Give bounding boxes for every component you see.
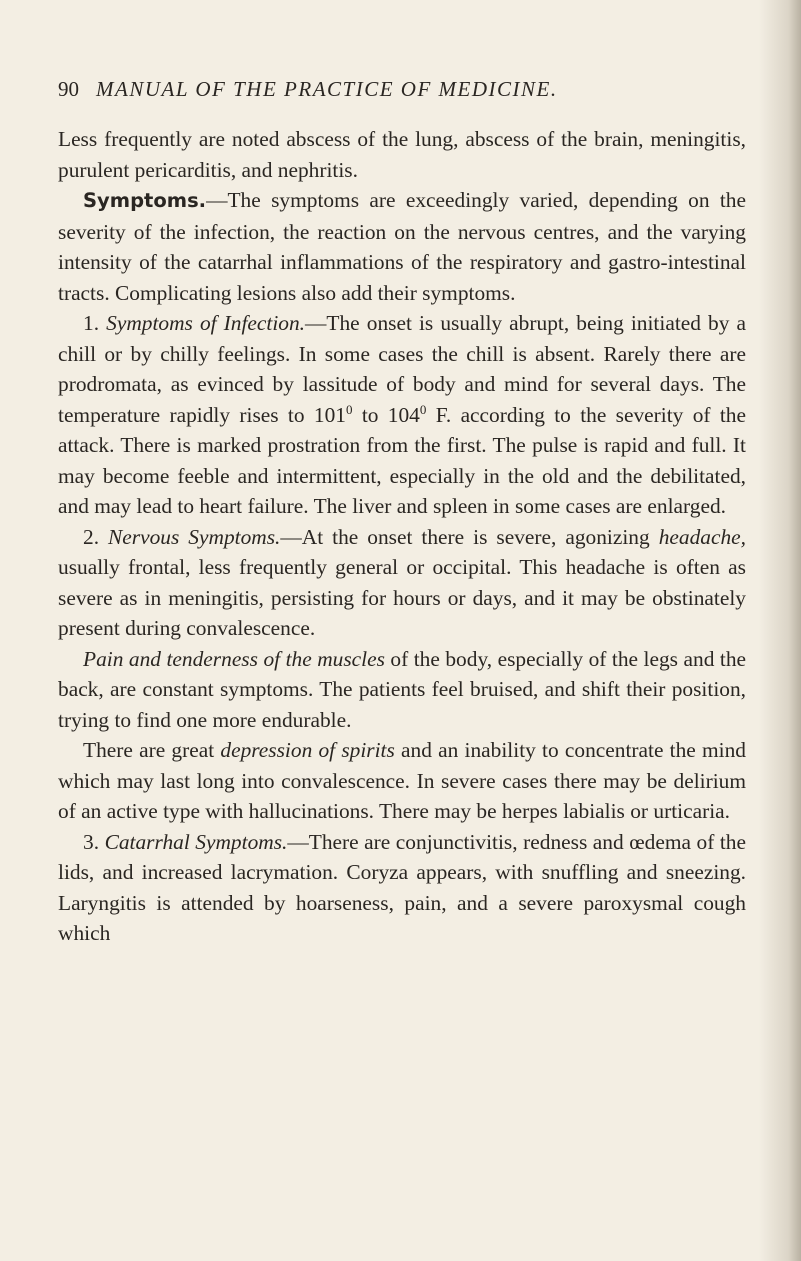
page-number: 90: [58, 77, 79, 101]
subsection-heading-catarrhal: Catarrhal Symptoms.: [104, 829, 288, 854]
paragraph-depression: [58, 735, 746, 827]
degree-mark: 0: [345, 401, 353, 417]
emphasis-pain-tenderness: Pain and tenderness of the muscles: [83, 646, 385, 671]
body-text: [58, 124, 746, 949]
emphasis-headache: headache,: [658, 524, 746, 549]
section-label-symptoms: Symptoms.: [83, 189, 207, 212]
paragraph-text: and an inability to concentrate the mind which may last long into convalescence. In severe cases there may be delirium of an active type with hallucinations. There may be herpes labialis or urticaria.: [58, 738, 746, 823]
paragraph-nervous-symptoms: [58, 522, 746, 644]
subsection-heading-infection: Symptoms of Infection.: [106, 311, 306, 335]
item-number: 2.: [83, 524, 100, 549]
paragraph-text: There are great: [83, 738, 221, 762]
paragraph-complications: [58, 124, 746, 185]
degree-mark: 0: [419, 401, 427, 417]
paragraph-text: to 104: [352, 402, 420, 427]
paragraph-text: F. according to the severity of the attack. There is marked prostration from the first. The pulse is rapid and full. It may become feeble and intermittent, especially in the old and the debilitated, and may lead to heart failure. The liver and spleen in some cases are enlarged.: [58, 402, 746, 518]
paragraph-catarrhal-symptoms: [58, 827, 746, 949]
running-title: MANUAL OF THE PRACTICE OF MEDICINE.: [96, 77, 558, 101]
page-edge-shadow: [759, 0, 801, 1261]
paragraph-symptoms-intro: [58, 185, 746, 308]
paragraph-text: usually frontal, less frequently general or occipital. This headache is often as severe as in meningitis, persisting for hours or days, and it may be obstinately present during convalescence.: [58, 555, 746, 640]
paragraph-text: —At the onset there is severe, agonizing: [280, 524, 659, 549]
paragraph-text: Less frequently are noted abscess of the lung, abscess of the brain, meningitis, purulent pericarditis, and nephritis.: [58, 127, 746, 182]
emphasis-depression: depression of spirits: [220, 738, 395, 762]
running-header: [58, 74, 738, 104]
item-number: 3.: [83, 829, 100, 854]
paragraph-text: of the body, especially of the legs and the back, are constant symptoms. The patients feel bruised, and shift their position, trying to find one more endurable.: [58, 646, 747, 732]
subsection-heading-nervous: Nervous Symptoms.: [108, 524, 281, 549]
paragraph-infection-symptoms: [58, 308, 746, 522]
item-number: 1.: [83, 311, 100, 335]
paragraph-text: —There are conjunctivitis, redness and œdema of the lids, and increased lacrymation. Coryza appears, with snuffling and sneezing. Laryngitis is attended by hoarseness, pain, and a severe paroxysmal cough which: [58, 829, 746, 945]
paragraph-text: —The onset is usually abrupt, being initiated by a chill or by chilly feelings. In some cases the chill is absent. Rarely there are prodromata, as evinced by lassitude of body and mind for several days. The temperature rapidly rises to 101: [58, 311, 746, 427]
paragraph-text: —The symptoms are exceedingly varied, depending on the severity of the infection, the reaction on the nervous centres, and the varying intensity of the catarrhal inflammations of the respiratory and gastro-intestinal tracts. Complicating lesions also add their symptoms.: [58, 188, 746, 305]
paragraph-muscle-pain: [58, 644, 746, 736]
